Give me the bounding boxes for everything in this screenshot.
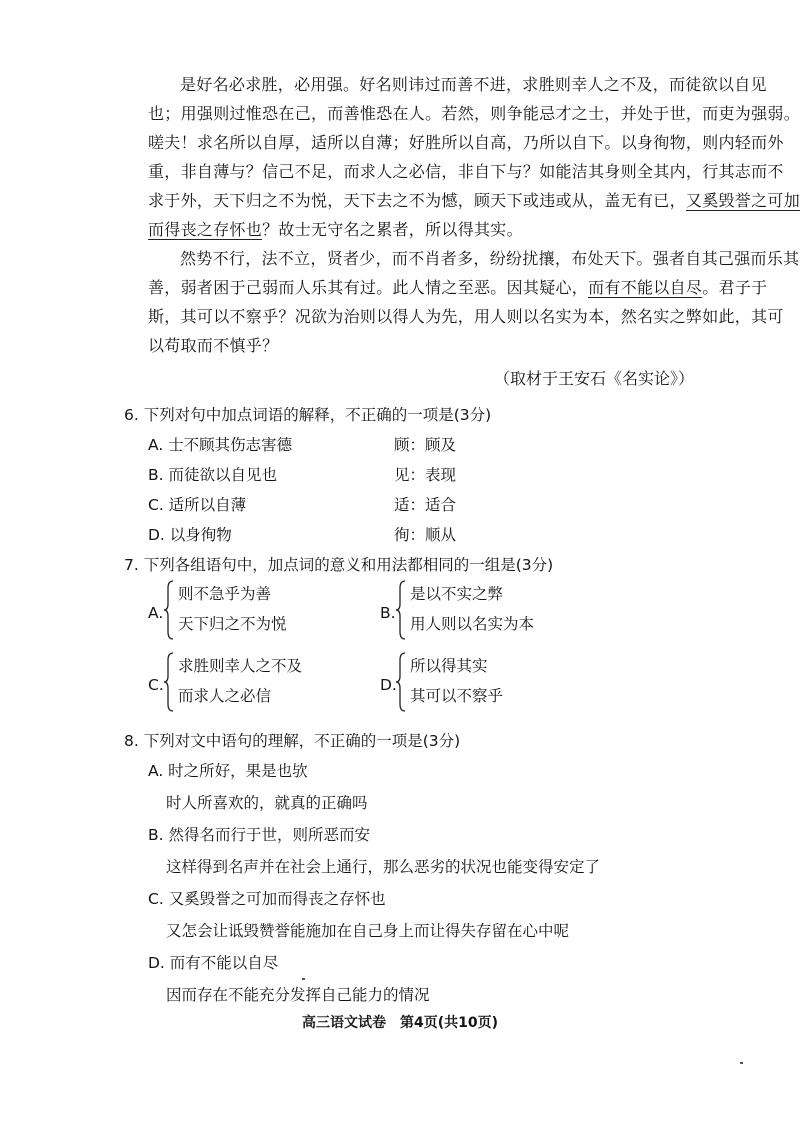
option-gloss: 顾：顾及 <box>394 436 457 454</box>
page-footer: 高三语文试卷 第4页(共10页) <box>301 1015 499 1031</box>
passage <box>148 70 800 393</box>
scan-speck <box>302 978 305 980</box>
scan-speck <box>740 1062 743 1064</box>
question-6-option-d <box>124 520 704 550</box>
question-7-option-b <box>380 580 610 652</box>
question-7-stem: 7. 下列各组语句中，加点词的意义和用法都相同的一组是(3分) <box>124 556 554 574</box>
question-7-row <box>148 652 704 724</box>
question-8-option-a: A. 时之所好，果是也欤 <box>148 762 308 780</box>
option-sentence-2: 而求人之必信 <box>178 687 272 705</box>
passage-line-text: 。君子于 <box>702 278 768 297</box>
question-6-option-c <box>124 490 704 520</box>
question-8-option-a-translation: 时人所喜欢的，就真的正确吗 <box>166 794 368 812</box>
question-8-stem: 8. 下列对文中语句的理解，不正确的一项是(3分) <box>124 732 461 750</box>
passage-line: 以苟取而不慎乎？ <box>148 336 279 355</box>
option-sentence-1: 求胜则幸人之不及 <box>178 657 303 675</box>
option-text: C. 适所以自薄 <box>148 496 247 514</box>
option-letter: D. <box>380 676 397 694</box>
passage-line: 是好名必求胜，必用强。好名则讳过而善不进，求胜则幸人之不及，而徒欲以自见 <box>180 75 767 94</box>
option-sentence-1: 是以不实之弊 <box>410 585 504 603</box>
passage-line <box>148 186 800 215</box>
passage-line: 斯，其可以不察乎？况欲为治则以得人为先，用人则以名实为本，然名实之弊如此，其可 <box>148 307 784 326</box>
passage-line-text: 求于外，天下归之不为悦，天下去之不为憾，顾天下或违或从，盖无有已， <box>148 191 686 210</box>
question-7-option-c <box>148 652 378 724</box>
questions <box>124 400 704 1012</box>
option-letter: C. <box>148 676 164 694</box>
passage-line: 然势不行，法不立，贤者少，而不肖者多，纷纷扰攘，布处天下。强者自其己强而乐其 <box>180 249 800 268</box>
question-8-option-c: C. 又奚毁誉之可加而得丧之存怀也 <box>148 890 386 908</box>
question-8-option-d: D. 而有不能以自尽 <box>148 954 279 972</box>
option-gloss: 适：适合 <box>394 496 457 514</box>
underlined-phrase: 又奚毁誉之可加 <box>685 191 800 210</box>
option-sentence-2: 天下归之不为悦 <box>178 615 287 633</box>
option-letter: A. <box>148 604 164 622</box>
option-gloss: 徇：顺从 <box>394 526 457 544</box>
passage-line: 也；用强则过惟恐在己，而善惟恐在人。若然，则争能忌才之士，并处于世，而吏为强弱。 <box>148 104 800 123</box>
question-8-option-b: B. 然得名而行于世，则所恶而安 <box>148 826 370 844</box>
option-sentence-1: 则不急乎为善 <box>178 585 272 603</box>
passage-line: 嗟夫！求名所以自厚，适所以自薄；好胜所以自高，乃所以自下。以身徇物，则内轻而外 <box>148 133 784 152</box>
question-6-option-b <box>124 460 704 490</box>
brace-icon <box>164 652 174 712</box>
question-6-stem: 6. 下列对句中加点词语的解释，不正确的一项是(3分) <box>124 406 492 424</box>
question-6-option-a <box>124 430 704 460</box>
option-text: A. 士不顾其伤志害德 <box>148 436 293 454</box>
brace-icon <box>396 580 406 640</box>
option-gloss: 见：表现 <box>394 466 457 484</box>
question-8-option-d-translation: 因而存在不能充分发挥自己能力的情况 <box>166 986 430 1004</box>
brace-icon <box>396 652 406 712</box>
question-8-option-c-translation: 又怎会让诋毁赞誉能施加在自己身上而让得失存留在心中呢 <box>166 922 570 940</box>
passage-line: 重，非自薄与？信己不足，而求人之必信，非自下与？如能洁其身则全其内，行其志而不 <box>148 162 784 181</box>
option-letter: B. <box>380 604 396 622</box>
passage-line-text: ？故士无守名之累者，所以得其实。 <box>262 220 523 239</box>
option-sentence-1: 所以得其实 <box>410 657 488 675</box>
passage-line <box>148 273 768 302</box>
source-citation: （取材于王安石《名实论》） <box>493 369 694 388</box>
question-7-option-d <box>380 652 610 724</box>
option-text: D. 以身徇物 <box>148 526 232 544</box>
passage-line <box>148 215 696 244</box>
option-sentence-2: 用人则以名实为本 <box>410 615 535 633</box>
underlined-phrase: 而得丧之存怀也 <box>148 220 263 239</box>
brace-icon <box>164 580 174 640</box>
option-text: B. 而徒欲以自见也 <box>148 466 277 484</box>
option-sentence-2: 其可以不察乎 <box>410 687 504 705</box>
question-8-option-b-translation: 这样得到名声并在社会上通行，那么恶劣的状况也能变得安定了 <box>166 858 601 876</box>
passage-line-text: 善，弱者困于己弱而人乐其有过。此人情之至恶。因其疑心， <box>148 278 589 297</box>
question-7-option-a <box>148 580 378 652</box>
underlined-phrase: 而有不能以自尽 <box>588 278 703 297</box>
question-7-row <box>148 580 704 652</box>
